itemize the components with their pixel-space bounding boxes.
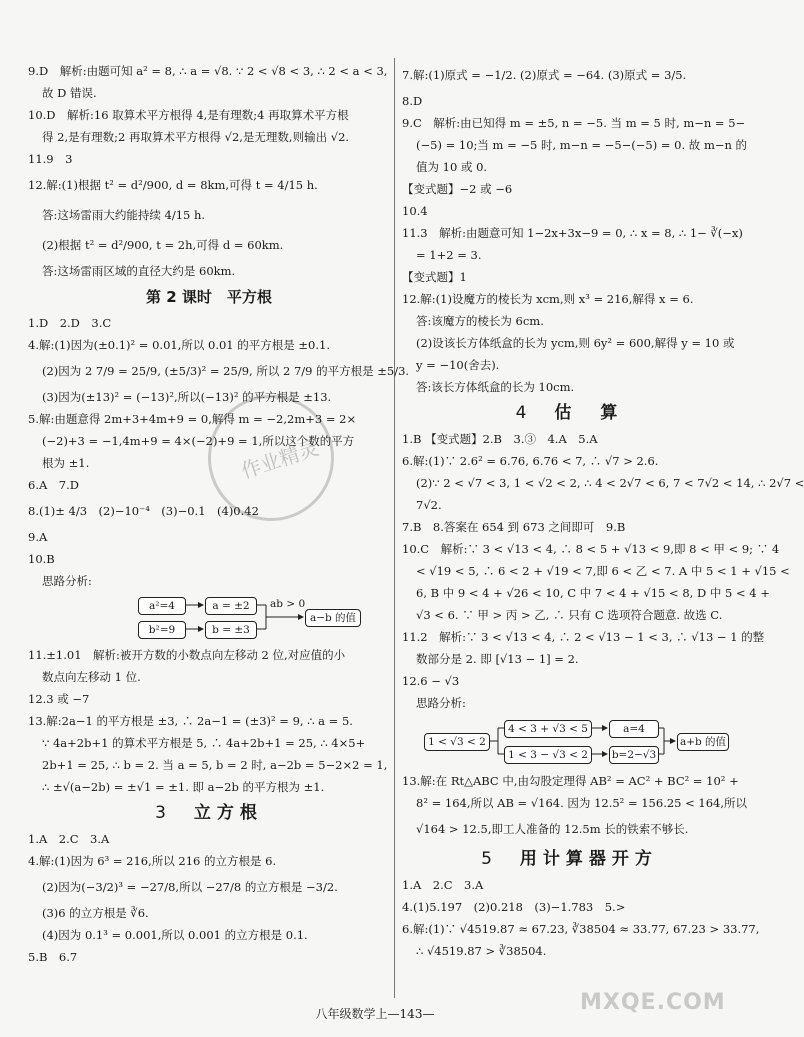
answer-line: 12.3 或 −7 — [28, 692, 90, 706]
answer-line: 故 D 错误. — [42, 86, 97, 100]
answer-line: 11.3 解析:由题意可知 1−2x+3x−9 = 0, ∴ x = 8, ∴ 1− ∛(−x) — [402, 226, 743, 240]
answer-line: 5.解:由题意得 2m+3+4m+9 = 0,解得 m = −2,2m+3 = 2× — [28, 412, 357, 426]
answer-line: 13.解:在 Rt△ABC 中,由勾股定理得 AB² = AC² + BC² = 10² + — [402, 774, 739, 788]
answer-line: 9.C 解析:由已知得 m = ±5, n = −5. 当 m = 5 时, m−n = 5− — [402, 116, 746, 130]
box-b: b=2−√3 — [609, 746, 659, 764]
answer-line: 答:该长方体纸盒的长为 10cm. — [416, 380, 575, 394]
column-divider — [394, 58, 395, 998]
answer-line: 得 2,是有理数;2 再取算术平方根得 √2,是无理数,则输出 √2. — [42, 130, 350, 144]
answer-line: 数部分是 2. 即 [√13 − 1] = 2. — [416, 652, 579, 666]
answer-line: 值为 10 或 0. — [416, 160, 488, 174]
answer-line: 11.2 解析:∵ 3 < √13 < 4, ∴ 2 < √13 − 1 < 3, ∴ √13 − 1 的整 — [402, 630, 765, 644]
box-a: a=4 — [609, 720, 659, 738]
faded-stamp: 作业精灵 — [192, 379, 351, 538]
answer-line: 6, B 中 9 < 4 + √26 < 10, C 中 7 < 4 + √15 < 8, D 中 5 < 4 + — [416, 586, 770, 600]
answer-line: 5.B 6.7 — [28, 950, 78, 964]
answer-line: 1.A 2.C 3.A — [28, 832, 110, 846]
answer-line: 7.解:(1)原式 = −1/2. (2)原式 = −64. (3)原式 = 3/5. — [402, 68, 687, 82]
answer-line: 数点向左移动 1 位. — [42, 670, 141, 684]
answer-line: 8.(1)± 4/3 (2)−10⁻⁴ (3)−0.1 (4)0.42 — [28, 504, 259, 518]
section-title: 估 算 — [554, 403, 624, 423]
condition-label: ab > 0 — [270, 598, 306, 610]
box-b-squared: b²=9 — [138, 621, 186, 639]
answer-line: 9.A — [28, 530, 48, 544]
answer-line: 6.A 7.D — [28, 478, 79, 492]
answer-line: 【变式题】−2 或 −6 — [402, 182, 513, 196]
answer-line: (2)∵ 2 < √7 < 3, 1 < √2 < 2, ∴ 4 < 2√7 < 6, 7 < 7√2 < 14, ∴ 2√7 < — [416, 476, 804, 490]
answer-line: 6.解:(1)∵ √4519.87 ≈ 67.23, ∛38504 ≈ 33.77, 67.23 > 33.77, — [402, 922, 760, 936]
answer-line: (2)因为 2 7/9 = 25/9, (±5/3)² = 25/9, 所以 2 7/9 的平方根是 ±5/3. — [42, 364, 410, 378]
answer-line: 8.D — [402, 94, 423, 108]
answer-line: 7√2. — [416, 498, 442, 512]
answer-line: 答:这场雷雨区域的直径大约是 60km. — [42, 264, 236, 278]
answer-line: 1.D 2.D 3.C — [28, 316, 112, 330]
answer-line: 11.9 3 — [28, 152, 73, 166]
answer-line: 2b+1 = 25, ∴ b = 2. 当 a = 5, b = 2 时, a−2b = 5−2×2 = 1, — [42, 758, 388, 772]
box-b-value: b = ±3 — [205, 621, 257, 639]
box-bottom-range: 1 < 3 − √3 < 2 — [504, 746, 592, 764]
reasoning-diagram-ab — [138, 594, 390, 640]
answer-line: (3)因为(±13)² = (−13)²,所以(−13)² 的平方根是 ±13. — [42, 390, 332, 404]
section-heading-calculator — [402, 844, 737, 874]
section-heading-square-root: 第 2 课时 平方根 — [146, 288, 272, 306]
answer-line: ∵ 4a+2b+1 的算术平方根是 5, ∴ 4a+2b+1 = 25, ∴ 4×5+ — [42, 736, 366, 750]
right-column — [402, 60, 804, 962]
answer-line: 7.B 8.答案在 654 到 673 之间即可 9.B — [402, 520, 626, 534]
answer-line: 12.6 − √3 — [402, 674, 460, 688]
answer-line: ∴ √4519.87 > ∛38504. — [416, 944, 547, 958]
answer-line: (3)6 的立方根是 ∛6. — [42, 906, 149, 920]
answer-line: y = −10(舍去). — [416, 358, 500, 372]
answer-line: √3 < 6. ∵ 甲 > 丙 > 乙, ∴ 只有 C 选项符合题意. 故选 C. — [416, 608, 723, 622]
section-heading-cube-root — [28, 798, 390, 828]
answer-line: ∴ ±√(a−2b) = ±√1 = ±1. 即 a−2b 的平方根为 ±1. — [42, 780, 325, 794]
answer-line: (−2)+3 = −1,4m+9 = 4×(−2)+9 = 1,所以这个数的平方 — [42, 434, 355, 448]
answer-line: 10.D 解析:16 取算术平方根得 4,是有理数;4 再取算术平方根 — [28, 108, 349, 122]
answer-line: 12.解:(1)根据 t² = d²/900, d = 8km,可得 t = 4/15 h. — [28, 178, 318, 192]
answer-line: 【变式题】1 — [402, 270, 467, 284]
reasoning-diagram-estimate — [424, 716, 737, 766]
answer-line: 12.解:(1)设魔方的棱长为 xcm,则 x³ = 216,解得 x = 6. — [402, 292, 694, 306]
answer-line: (2)设该长方体纸盒的长为 ycm,则 6y² = 600,解得 y = 10 或 — [416, 336, 735, 350]
box-top-range: 4 < 3 + √3 < 5 — [504, 720, 592, 738]
answer-line: (−5) = 10;当 m = −5 时, m−n = −5−(−5) = 0. 故 m−n 的 — [416, 138, 748, 152]
answer-line: (2)根据 t² = d²/900, t = 2h,可得 d = 60km. — [42, 238, 284, 252]
section-number: 5 — [481, 849, 498, 869]
box-a-value: a = ±2 — [205, 597, 257, 615]
answer-line: 答:该魔方的棱长为 6cm. — [416, 314, 544, 328]
box-a-squared: a²=4 — [138, 597, 186, 615]
answer-line: 4.解:(1)因为 6³ = 216,所以 216 的立方根是 6. — [28, 854, 277, 868]
section-number: 3 — [155, 803, 172, 823]
answer-line: 根为 ±1. — [42, 456, 90, 470]
section-title: 立方根 — [193, 803, 263, 823]
answer-line: (2)因为(−3/2)³ = −27/8,所以 −27/8 的立方根是 −3/2. — [42, 880, 338, 894]
answer-line: 8² = 164,所以 AB = √164. 因为 12.5² = 156.25 < 164,所以 — [416, 796, 748, 810]
answer-line: 思路分析: — [42, 574, 92, 588]
answer-line: 9.D 解析:由题可知 a² = 8, ∴ a = √8. ∵ 2 < √8 < 3, ∴ 2 < a < 3, — [28, 64, 388, 78]
answer-line: < √19 < 5, ∴ 6 < 2 + √19 < 7,即 6 < 乙 < 7. A 中 5 < 1 + √15 < — [416, 564, 790, 578]
answer-line: 4.(1)5.197 (2)0.218 (3)−1.783 5.> — [402, 900, 626, 914]
answer-line: (4)因为 0.1³ = 0.001,所以 0.001 的立方根是 0.1. — [42, 928, 308, 942]
answer-line: 6.解:(1)∵ 2.6² = 6.76, 6.76 < 7, ∴ √7 > 2.6. — [402, 454, 659, 468]
answer-line: 10.B — [28, 552, 55, 566]
box-result: a−b 的值 — [305, 609, 361, 627]
answer-line: 11.±1.01 解析:被开方数的小数点向左移动 2 位,对应值的小 — [28, 648, 346, 662]
answer-line: 答:这场雷雨大约能持续 4/15 h. — [42, 208, 206, 222]
box-root3-range: 1 < √3 < 2 — [424, 733, 490, 751]
answer-line: 13.解:2a−1 的平方根是 ±3, ∴ 2a−1 = (±3)² = 9, ∴ a = 5. — [28, 714, 353, 728]
answer-line: = 1+2 = 3. — [416, 248, 482, 262]
answer-line: 1.B 【变式题】2.B 3.③ 4.A 5.A — [402, 432, 598, 446]
section-heading-estimation — [402, 398, 737, 428]
box-result: a+b 的值 — [677, 733, 729, 751]
answer-line: 10.C 解析:∵ 3 < √13 < 4, ∴ 8 < 5 + √13 < 9,即 8 < 甲 < 9; ∵ 4 — [402, 542, 780, 556]
answer-line: 4.解:(1)因为(±0.1)² = 0.01,所以 0.01 的平方根是 ±0.1. — [28, 338, 331, 352]
answer-line: 1.A 2.C 3.A — [402, 878, 484, 892]
section-number: 4 — [515, 403, 533, 423]
section-title: 用计算器开方 — [519, 849, 658, 869]
answer-line: 思路分析: — [416, 696, 466, 710]
answer-line: 10.4 — [402, 204, 428, 218]
page-footer: 八年级数学上—143— — [315, 1007, 435, 1021]
left-column — [28, 60, 410, 968]
answer-line: √164 > 12.5,即工人准备的 12.5m 长的铁索不够长. — [416, 822, 689, 836]
watermark-logo: MXQE.COM — [580, 990, 726, 1015]
